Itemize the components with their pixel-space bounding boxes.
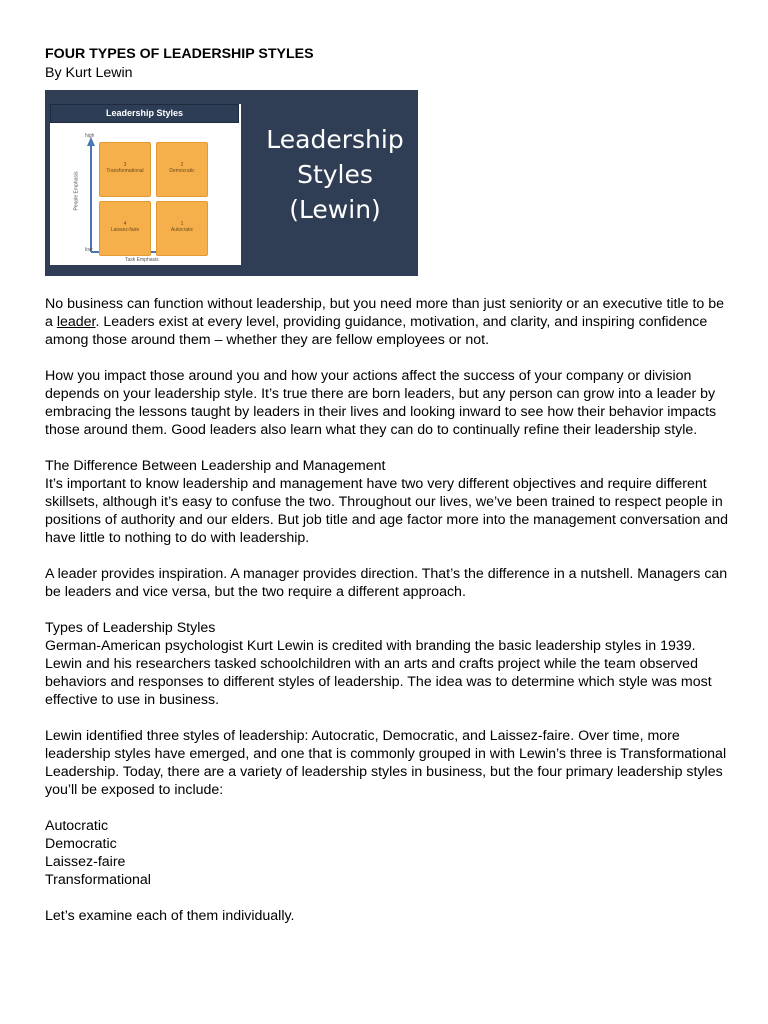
author-byline: By Kurt Lewin [45, 65, 133, 81]
quadrant-number: 1 [180, 221, 184, 227]
list-item: Laissez-faire [45, 854, 126, 870]
paragraph-text: . Leaders exist at every level, providing guidance, motivation, and clarity, and inspiring confidence among those around them – whether they are fellow employees or not. [45, 314, 708, 348]
section-heading-types: Types of Leadership Styles [45, 620, 216, 636]
banner-heading-line: Leadership [266, 125, 404, 154]
document-title: FOUR TYPES OF LEADERSHIP STYLES [45, 46, 314, 62]
diagram-header: Leadership Styles [50, 104, 239, 123]
paragraph-inspiration: A leader provides inspiration. A manager provides direction. That’s the difference in a nutshell. Managers can be leaders and vice versa, but the two require a different approach. [45, 566, 728, 600]
banner-heading-line: Styles [297, 160, 373, 189]
quadrant-transformational [99, 142, 151, 197]
leadership-styles-banner [45, 90, 418, 276]
list-item: Democratic [45, 836, 117, 852]
paragraph-lewin-history: German-American psychologist Kurt Lewin is credited with branding the basic leadership styles in 1939. Lewin and his researchers tasked schoolchildren with an arts and crafts project while the team observed behaviors and responses to different styles of leadership. The idea was to determine which style was most effective to use in business. [45, 638, 712, 708]
quadrant-number: 3 [123, 162, 127, 168]
styles-list [45, 817, 735, 889]
quadrant-number: 2 [180, 162, 184, 168]
paragraph-text: No business can function without leadership, but you need more than just seniority or an executive title to be a [45, 296, 725, 330]
document-page [45, 45, 735, 925]
section-heading-difference: The Difference Between Leadership and Management [45, 458, 386, 474]
y-axis-high-label: high [85, 133, 95, 139]
banner-heading [255, 122, 415, 227]
paragraph-lewin-styles: Lewin identified three styles of leadership: Autocratic, Democratic, and Laissez-faire. Over time, more leadership styles have emerged, and one that is commonly grouped in with Lewin’s three is Transformational Leadership. Today, there are a variety of leadership styles in business, but the four primary leadership styles you’ll be exposed to include: [45, 728, 727, 798]
y-axis-label: People Emphasis [73, 171, 80, 211]
paragraph-intro [45, 295, 735, 349]
leadership-styles-diagram [50, 104, 241, 265]
x-axis-label: Task Emphasis [125, 257, 159, 263]
list-item: Autocratic [45, 818, 109, 834]
quadrant-label: Laissez-faire [110, 227, 140, 233]
corner-low-label: low [85, 247, 93, 253]
banner-heading-line: (Lewin) [289, 195, 381, 224]
list-item: Transformational [45, 872, 151, 888]
quadrant-democratic [156, 142, 208, 197]
paragraph-difference: It’s important to know leadership and management have two very different objectives and require different skillsets, although it’s easy to confuse the two. Throughout our lives, we’ve been trained to respect people in positions of authority and our elders. But job title and age factor more into the management conversation and have little to nothing to do with leadership. [45, 476, 728, 546]
paragraph-impact: How you impact those around you and how your actions affect the success of your company or division depends on your leadership style. It’s true there are born leaders, but any person can grow into a leader by embracing the lessons taught by leaders in their lives and looking inward to see how their behavior impacts those around them. Good leaders also learn what they can do to continually refine their leadership style. [45, 368, 717, 438]
quadrant-label: Democratic [169, 168, 195, 174]
quadrant-label: Transformational [106, 168, 144, 174]
quadrant-label: Autocratic [170, 227, 194, 233]
quadrant-autocratic [156, 201, 208, 256]
paragraph-closing: Let’s examine each of them individually. [45, 908, 295, 924]
quadrant-laissez-faire [99, 201, 151, 256]
leader-link[interactable]: leader [56, 314, 96, 330]
quadrant-number: 4 [123, 221, 127, 227]
